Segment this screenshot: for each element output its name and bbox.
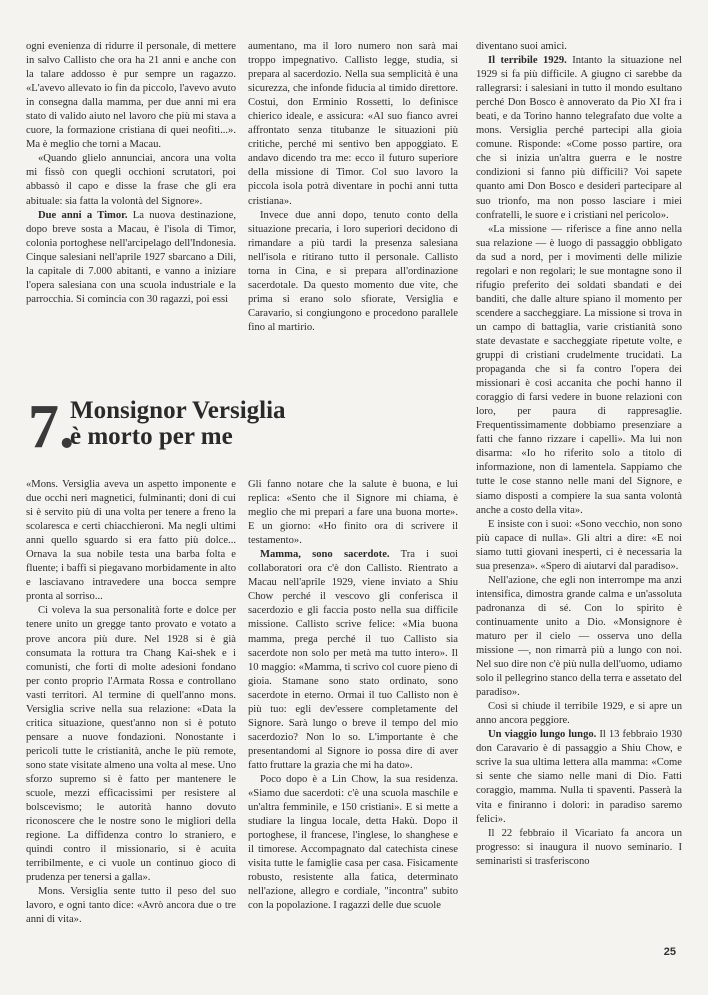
top-column-1 <box>26 40 236 307</box>
paragraph: Il 13 febbraio 1930 don Caravario è di passaggio a Shiu Chow, e scrive la sua ultima lettera alla mamma: «Come si sente che siamo nelle mani di Dio. Fatti coraggio, mamma. Nulla ti spaventi. Passerà la vita e finiranno i dolori: in paradiso saremo felici». <box>476 729 682 825</box>
section-header <box>28 393 458 461</box>
subheading: Il terribile 1929. <box>488 55 567 67</box>
paragraph: ogni evenienza di ridurre il personale, di mettere in salvo Callisto che ora ha 21 anni e anche con la talare addosso è pur sempre un ragazzo. «L'avevo allevato io fin da piccolo, l'avevo avuto in consegna dalla mamma, per due anni mi era stato di valido aiuto nel lavoro che più mi stava a cuore, la formazione cristiana di quei neofiti...». Ma è meglio che torni a Macau. <box>26 41 236 151</box>
paragraph: Tra i suoi collaboratori ora c'è don Callisto. Rientrato a Macau nell'aprile 1929, viene inviato a Shiu Chow perché il vescovo gli conferisca il sacerdozio e gli faccia posto nella sua difficile missione. Callisto scrive felice: «Mia buona mamma, prega perché il tuo Callisto sia sacerdote non solo per metà ma tutto intero». Il 10 maggio: «Mamma, ti scrivo col cuore pieno di gioia. Stamane sono stato ordinato, sono sacerdote in eterno. Ormai il tuo Callisto non è più tuo: egli dev'essere completamente del Signore. Sarà lungo o breve il tempo del mio sacerdozio? Non lo so. L'importante è che presentandomi al Signore io possa dire di aver fatto fruttare la grazia che mi ha dato». <box>248 549 459 771</box>
paragraph: E insiste con i suoi: «Sono vecchio, non sono più capace di nulla». Gli altri a dire: «E noi siamo tutti giovani inesperti, ci è necessaria la sua presenza». «Spero di aiutarvi dal paradiso». <box>476 518 682 572</box>
section-number: 7. <box>28 393 75 461</box>
paragraph: Il 22 febbraio il Vicariato fa ancora un progresso: si inaugura il nuovo seminario. I seminaristi si trasferiscono <box>476 827 682 867</box>
section-title-line-1: Monsignor Versiglia <box>70 397 286 424</box>
page-number: 25 <box>663 946 676 958</box>
subheading: Due anni a Timor. <box>38 209 128 221</box>
bottom-column-2 <box>248 478 458 913</box>
paragraph: Poco dopo è a Lin Chow, la sua residenza. «Siamo due sacerdoti: c'è una scuola maschile e un'altra femminile, e 150 cristiani». E si mette a studiare la lingua locale, detta Hakù. Dopo il portoghese, il francese, l'inglese, lo shanghese e il timorese. Accompagnato dal catechista cinese visita tutte le famiglie casa per casa. Fisicamente robusto, resistente alla fatica, determinato nell'azione, allegro e cordiale, "incontra" subito con la popolazione. I ragazzi delle due scuole <box>248 773 458 912</box>
paragraph: Ci voleva la sua personalità forte e dolce per tenere unito un gregge tanto provato e votato a prove ancora più dure. Nel 1928 si è già consumata la rottura tra Chang Kai-shek e i comunisti, che forti di molte adesioni fondano per conto proprio l'Armata Rossa e controllano vasti territori. Al termine di quell'anno mons. Versiglia scrive nella sua relazione: «Data la critica situazione, quest'anno non si è potuto pensare a nuove fondazioni. Nonostante i pericoli tutte le cristianità, anche le più remote, sono state visitate almeno una volta al mese. Uno sforzo supremo si è fatto per mantenere le scuole, mezzi efficacissimi per resistere al bolscevismo; le autorità hanno dovuto riconoscere che le nostre sono le migliori della regione. La diffidenza contro lo straniero, e quindi contro il missionario, si è acuita terribilmente, e ci vuole un continuo gioco di prudenza per tenersi a galla». <box>26 605 236 884</box>
right-column <box>476 40 682 950</box>
top-column-2 <box>248 40 458 335</box>
paragraph: Gli fanno notare che la salute è buona, e lui replica: «Sento che il Signore mi chiama, è meglio che mi prepari a fare una buona morte». E un giorno: «Ho finito ora di scrivere il testamento». <box>248 479 458 547</box>
paragraph: «Mons. Versiglia aveva un aspetto imponente e due occhi neri magnetici, fulminanti; doni di cui si è servito più di una volta per tenere a freno la scolaresca e certi chiacchieroni. Ma negli ultimi anni quello sguardo si era fatto più dolce... Ornava la sua nobile testa una barba folta e fluente; i baffi si piegavano morbidamente in alto e lasciavano intravedere una bocca sempre pronta al sorriso... <box>26 479 236 603</box>
paragraph: Invece due anni dopo, tenuto conto della situazione precaria, i loro superiori decidono di rimandare a più tardi la presenza salesiana nell'isola e ritirano tutto il personale. Callisto torna in Cina, e si prepara all'ordinazione sacerdotale. Da questo momento due vite, che prima si erano solo sfiorate, Versiglia e Caravario, si congiungono e procedono parallele fino al martirio. <box>248 209 458 333</box>
paragraph: La nuova destinazione, dopo breve sosta a Macau, è l'isola di Timor, colonia portoghese nell'arcipelago dell'Indonesia. Cinque salesiani nell'aprile 1927 sbarcano a Dili, la capitale di 7.000 abitanti, e vanno a iniziare l'opera salesiana con una scuola industriale e la parrocchia. Si comincia con 30 ragazzi, poi essi <box>26 209 236 305</box>
paragraph: Nell'azione, che egli non interrompe ma anzi intensifica, dimostra grande calma e un'assoluta padronanza di sé. Con lo spirito è continuamente unito a Dio. «Monsignore è maturo per il cielo — osserva uno della missione —, non rimarrà più a lungo con noi. Nel suo dire non c'è più nulla dell'uomo, udiamo solo il pellegrino stanco della terra e assetato del paradiso». <box>476 574 682 699</box>
section-title-line-2: è morto per me <box>70 423 233 450</box>
paragraph: Mons. Versiglia sente tutto il peso del suo lavoro, e ogni tanto dice: «Avrò ancora due o tre anni di vita». <box>26 886 236 926</box>
subheading: Mamma, sono sacerdote. <box>260 549 390 561</box>
bottom-column-1 <box>26 478 236 928</box>
paragraph: «La missione — riferisce a fine anno nella sua relazione — è luogo di passaggio obbligato da sud a nord, per i movimenti delle milizie regolari e non regolari; le sue montagne sono il rifugio preferito dei soldati sbandati e dei banditi, che dalle alture spiano il momento per scendere a saccheggiare. La missione si trova in un campo di battaglia, varie cristianità sono state devastate e saccheggiate ripetute volte, e gruppi di cristiani crudelmente trucidati. La propaganda che si fa contro l'opera dei missionari è così accanita che pochi hanno il coraggio di farsi vedere in buone relazioni con loro, per paura di rappresaglie. Frequentissimamente dobbiamo presenziare a fatti che fanno rizzare i capelli». Ma lui non disarma: «Io ho riferito solo a titolo di informazione, non di lamentela. Sappiamo che tutte le cose stanno nelle mani del Signore, e siamo disposti a compiere la sua santa volontà anche a costo della vita». <box>476 223 682 516</box>
paragraph: aumentano, ma il loro numero non sarà mai troppo impegnativo. Callisto legge, studia, si prepara al sacerdozio. Nella sua semplicità è una sicurezza, che infonde fiducia al timido direttore. Costui, don Erminio Rossetti, lo definisce chierico ideale, e assicura: «Al suo fianco avrei affrontato senza titubanze le situazioni più critiche, perché mi sentivo ben appoggiato. E andavo dicendo tra me: ecco il futuro superiore della missione di Timor. Col suo lavoro la piccola isola potrà diventare in pochi anni tutta cristiana». <box>248 41 458 207</box>
paragraph: Così si chiude il terribile 1929, e si apre un anno ancora peggiore. <box>476 701 682 727</box>
section-title <box>70 398 286 450</box>
paragraph: diventano suoi amici. <box>476 41 567 52</box>
paragraph: «Quando glielo annunciai, ancora una volta mi fissò con quegli occhioni scrutatori, poi abbassò il capo e disse la frase che gli era abituale: sia fatta la volontà del Signore». <box>26 153 236 207</box>
subheading: Un viaggio lungo lungo. <box>488 729 597 741</box>
paragraph: Intanto la situazione nel 1929 si fa più difficile. A giugno ci sarebbe da rallegrarsi: i salesiani in tutto il mondo esultano perché Don Bosco è annoverato da Pio XI fra i beati, e da Torino hanno telegrafato due volte a mons. Versiglia perché partecipi alla gioia comune. Risponde: «Come posso partire, ora che si inizia un'altra guerra e le nostre condizioni si fanno più difficili? Voi sapete quanto ami Don Bosco e desideri partecipare al suo trionfo, ma non posso lasciare i miei confratelli, le suore e i cristiani nel pericolo». <box>476 55 682 221</box>
